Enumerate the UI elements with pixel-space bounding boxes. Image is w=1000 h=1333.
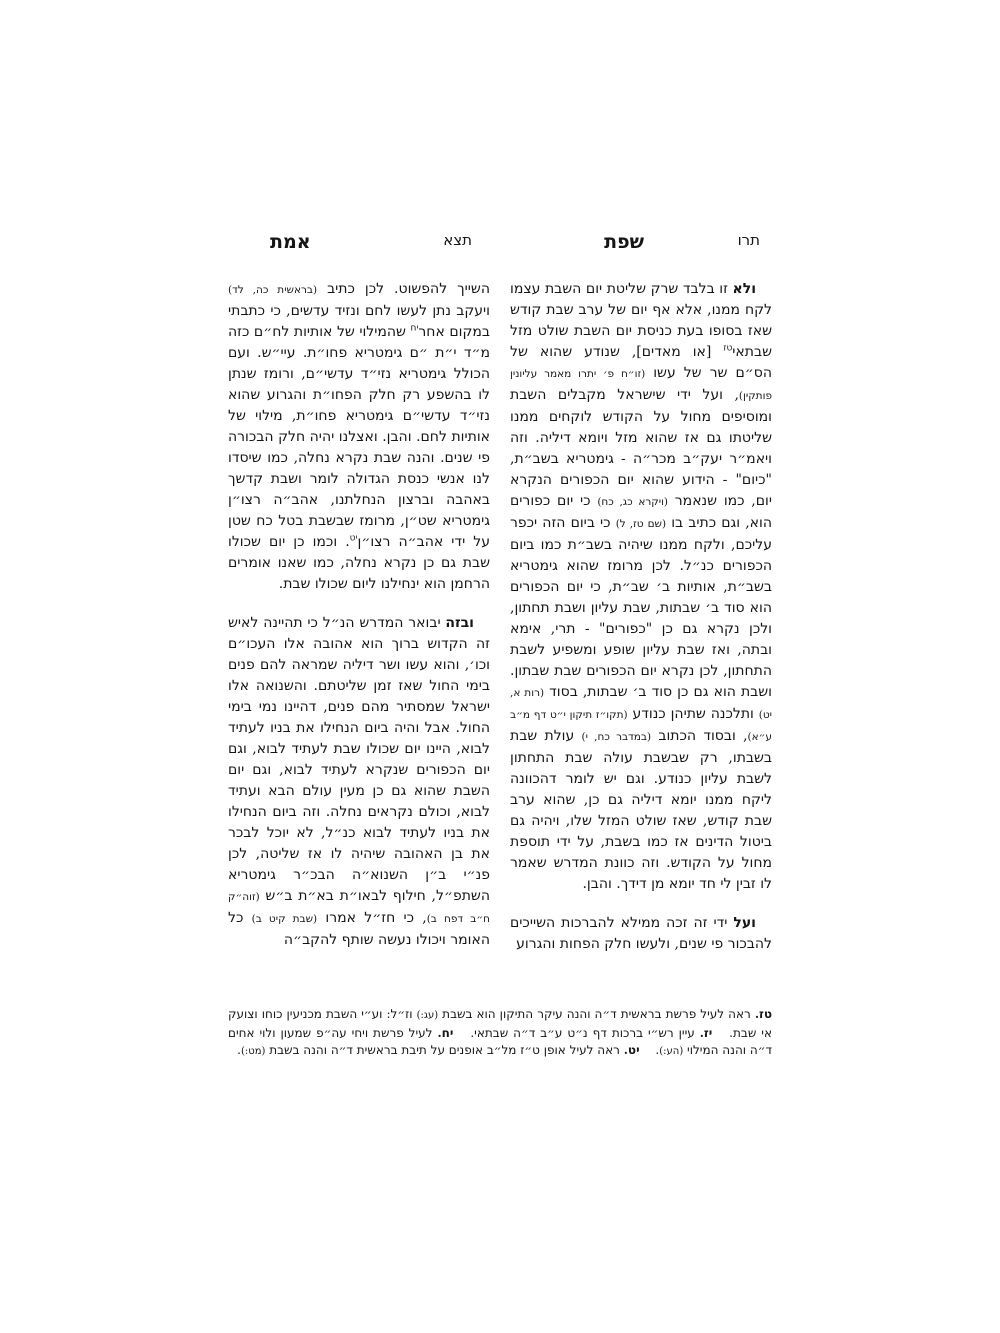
source-citation: (עג:): [416, 1010, 439, 1021]
text-run: כל האומר ויכולו נעשה שותף להקב״ה: [228, 910, 490, 948]
text-body: [228, 279, 772, 955]
paragraph: [510, 279, 772, 895]
text-run: יבואר המדרש הנ״ל כי תהיינה לאיש זה הקדוש ברוך הוא אהובה אלו העכו״ם וכו׳, והוא עשו ושר דיליה שמראה להם פנים בימי החול שאז זמן שליטתם. והשנואה אלו ישראל שמסתיר מהם פנים, דהיינו נמי בימי החול. אבל והיה ביום הנחילו את בניו לעתיד לבוא, היינו יום שכולו שבת לעתיד לבוא, וגם יום הכפורים שנקרא לעתיד לבוא, וגם יום השבת שהוא גם כן מעין עולם הבא ועתיד לבוא, וכולם נקראים נחלה. וזה ביום הנחילו את בניו לעתיד לבוא כנ״ל, לא יוכל לבכר את בן האהובה שיהיה לו אז שליטה, לכן פנ״י ב״ן השנוא״ה הבכ״ר גימטריא השתפ״ל, חילוף לבאו״ת בא״ת ב״ש: [228, 615, 490, 904]
parsha-name: תצא: [443, 231, 472, 249]
text-run: השייך להפשוט. לכן כתיב: [317, 281, 490, 297]
text-run: זו בלבד שרק שליטת יום השבת עצמו לקח ממנו, אלא אף יום של ערב שבת קודש שאז בסופו בעת כניסת יום השבת שולט מזל שבתאי: [510, 281, 772, 360]
footnote-marker: יט: [349, 533, 358, 544]
source-citation: (זוה״ק ח״ב דפח ב): [228, 891, 490, 925]
text-run: , ובסוד הכתוב: [651, 728, 748, 744]
text-run: כי יום כפורים הוא, וגם כתיב בו: [510, 493, 772, 531]
paragraph-opener: יח.: [437, 1025, 454, 1040]
column-right: [510, 279, 772, 955]
book-title-left: אמת: [270, 231, 311, 253]
text-run: לעיל פרשת ויחי עה״פ שמעון ולוי אחים ד״ה והנה המילוי: [228, 1025, 772, 1057]
text-run: ראה לעיל פרשת בראשית ד״ה והנה עיקר התיקון הוא בשבת: [438, 1007, 755, 1021]
text-run: וז״ל: וע״י השבת מכניעין כוחו וצועק אי שבת.: [228, 1007, 772, 1040]
column-left: [228, 279, 490, 951]
text-run: ראה לעיל אופן ט״ז מל״ב אופנים על תיבת בראשית ד״ה והנה בשבת: [265, 1043, 624, 1057]
page-header: [230, 231, 772, 257]
source-citation: (רות א, יט): [510, 687, 772, 721]
text-run: ותלכנה שתיהן כנודע: [627, 706, 759, 722]
text-run: [או מאדים], שנודע שהוא של הס״ם שר של עשו: [510, 344, 773, 381]
source-citation: (ויקרא כג, כח): [597, 496, 669, 508]
text-run: , כי חז״ל אמרו: [317, 910, 427, 926]
page-number: תרו: [737, 231, 760, 249]
source-citation: (מט:): [240, 1046, 266, 1057]
text-run: שהמילוי של אותיות לח״ם כזה מ״ד י״ת ״ם גימטריא פחו״ת. עיי״ש. ועם הכולל גימטריא נזי״ד עדשי״ם, ורומז שנתן לו בהשפע רק חלק הפחו״ת והגרוע שהוא נזי״ד עדשי״ם גימטריא פחו״ת, מילוי של אותיות לחם. והבן. ואצלנו יהיה חלק הבכורה פי שנים. והנה שבת נקרא נחלה, כמו שיסדו לנו אנשי כנסת הגדולה לומר ושבת קדשך באהבה וברצון הנחלתנו, אהב״ה רצו״ן גימטריא שט״ן, מרומז שבשבת בטל כח שטן על ידי אהב״ה רצו״ן: [228, 324, 490, 550]
source-citation: (במדבר כח, י): [581, 731, 652, 743]
text-run: , ועל ידי שישראל מקבלים השבת ומוסיפים מחול על הקודש לוקחים ממנו שליטתו גם אז שהוא מזל ויומא דיליה. וזה ויאמ״ר יעק״ב מכר״ה - גימטריא בשב״ת, "כיום" - הידוע שהוא יום הכפורים הנקרא יום, כמו שנאמר: [510, 387, 772, 509]
paragraph: [228, 613, 490, 951]
paragraph-opener: יז.: [699, 1025, 713, 1040]
source-citation: (שם טז, ל): [615, 518, 667, 530]
text-run: ויעקב נתן לעשו לחם ונזיד עדשים, כי כתבתי במקום אחר: [228, 303, 490, 340]
text-run: .: [237, 1043, 241, 1057]
source-citation: (תקו״ז תיקון י״ט דף מ״ב ע״א): [510, 709, 772, 743]
source-citation: (שבת קיט ב): [251, 913, 318, 925]
paragraph: [228, 279, 490, 595]
source-citation: (הע:): [659, 1046, 684, 1057]
source-citation: (זו״ח פ׳ יתרו מאמר עליונין פותקין): [510, 368, 772, 402]
text-run: ידי זה זכה ממילא להברכות השייכים להבכור פי שנים, ולעשו חלק הפחות והגרוע: [510, 915, 772, 952]
text-run: .: [639, 1043, 660, 1057]
text-run: כי ביום הזה יכפר עליכם, ולקח ממנו שיהיה בשב״ת כמו ביום הכפורים כנ״ל. לכן מרומז שהוא גימטריא בשב״ת, אותיות ב׳ שב״ת, כי יום הכפורים הוא סוד ב׳ שבתות, שבת עליון ושבת תחתון, ולכן נקרא גם כן "כפורים" - תרי, אימא ובתה, ואז שבת עליון שופע ומשפיע לשבת התחתון, לכן נקרא יום הכפורים שבת שבתון. ושבת הוא גם כן סוד ב׳ שבתות, בסוד: [510, 515, 772, 700]
book-title-right: שפת: [604, 231, 644, 253]
footnote-marker: יח: [410, 323, 419, 334]
paragraph-opener: ועל: [733, 915, 756, 931]
paragraph-opener: ובזה: [445, 615, 474, 631]
text-run: . וכמו כן יום שכולו שבת גם כן נקרא נחלה, כמו שאנו אומרים הרחמן הוא ינחילנו ליום שכולו שבת.: [228, 534, 490, 592]
text-run: עולת שבת בשבתו, רק שבשבת עולה שבת התחתון לשבת עליון כנודע. וגם יש לומר דהכוונה ליקח ממנו יומא דיליה גם כן, שהוא ערב שבת קודש, שאז שולט המזל שלו, ויהיה גם ביטול הדינים אז כמו בשבת, על ידי תוספת מחול על הקודש. וזה כוונת המדרש שאמר לו זבין לי חד יומא מן דידך. והבן.: [510, 728, 772, 892]
paragraph-opener: יט.: [623, 1043, 640, 1057]
footnote-marker: טז: [723, 343, 733, 354]
paragraph: [510, 913, 772, 955]
source-citation: (בראשית כה, לד): [228, 284, 318, 296]
paragraph-opener: ולא: [732, 281, 756, 297]
text-run: עיין רש״י ברכות דף נ״ט ע״ב ד״ה שבתאי.: [453, 1025, 700, 1040]
footnotes-block: [228, 1006, 772, 1061]
paragraph-opener: טז.: [754, 1007, 772, 1021]
